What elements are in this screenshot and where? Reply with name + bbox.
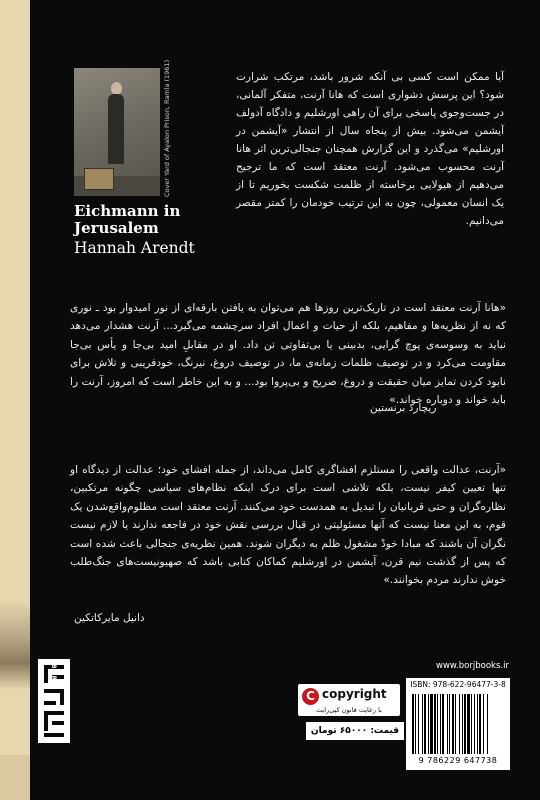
barcode-bar [430, 694, 433, 754]
barcode-bar [452, 694, 454, 754]
barcode-bar [467, 694, 470, 754]
copyright-badge [298, 684, 400, 716]
barcode-bar [487, 694, 488, 754]
spine-bottom [0, 755, 30, 800]
barcode-bar [437, 694, 438, 754]
barcode-bar [455, 694, 456, 754]
copyright-note: با رعایت قانون کپی‌رایت [316, 706, 382, 714]
barcode-bar [440, 694, 441, 754]
barcode-bar [479, 694, 481, 754]
english-author: Hannah Arendt [74, 239, 195, 257]
english-title-line1: Eichmann in [74, 202, 181, 220]
quote-bernstein-author: ریچارد برنستین [370, 402, 437, 414]
photo-caption: Cover Yard of Ayalon Prison, Ramla (1961) [163, 59, 171, 197]
photo-table [84, 168, 114, 190]
barcode-bar [459, 694, 460, 754]
barcode-bar [483, 694, 484, 754]
barcode-box [406, 678, 510, 770]
copyright-label: copyright [322, 687, 387, 701]
barcode-bar [424, 694, 426, 754]
price-box [306, 722, 404, 740]
barcode-bar [434, 694, 436, 754]
publisher-website: www.borjbooks.ir [436, 661, 509, 671]
copyright-icon: C [302, 688, 319, 705]
barcode-bar [415, 694, 416, 754]
photo-figure [108, 94, 124, 164]
barcode-bar [447, 694, 448, 754]
barcode-bar [477, 694, 478, 754]
quote-bernstein: «هانا آرنت معتقد است در تاریک‌ترین روزها هم می‌توان به یافتن بارقه‌ای از نور امیدوار بود ـ نوری که نه از نظریه‌ها و مفاهیم، بلکه از حیات و اعمال افراد سرچشمه می‌گیرد... آرنت هشدار می‌دهد نباید به وسوسه‌ی پوچ گرایی، بدبینی یا بی‌تفاوتی تن داد. او در مقابلِ امید بی‌جا و یأس بی‌جا مقاومت می‌کرد و در توصیف ظلمات زمانه‌ی ما، در توصیف دروغ، نیرنگ، خودفریبی و تلاش برای نابود کردن تمایز میان حقیقت و دروغ، صریح و بی‌پروا بود... و به این خاطر است که امروز، آرنت را باید خواند و دوباره خواند.» [70, 302, 506, 407]
barcode-bar [471, 694, 472, 754]
barcode-bar [412, 694, 414, 754]
quote-kotkin-author: دانیل مایرکاتکین [74, 612, 145, 624]
barcode-bar [449, 694, 450, 754]
cover-photo [74, 68, 160, 196]
price-text: قیمت: ۶۵۰۰۰ تومان [310, 726, 400, 736]
barcode-bar [474, 694, 475, 754]
barcode-bar [422, 694, 423, 754]
barcode-bar [428, 694, 429, 754]
barcode-bar [418, 694, 419, 754]
photo-caption-wrapper [162, 59, 172, 202]
quote-kotkin: «آرنت، عدالت واقعی را مستلزم افشاگری کامل می‌داند، از جمله افشای خود؛ عدالت از دیدگاه او تنها تعیین کیفر نیست، بلکه تلاشی است برای درک اینکه نظام‌های سیاسی چگونه مرتکبین، نظاره‌گران و حتی قربانیان را تبدیل به همدست خود می‌کنند. آرنت معتقد است مظلوم‌واقع‌شدن یک قوم، به این معنا نیست که آنها مسئولیتی در قبال بررسی نقش خود در فاجعه ندارند یا لازم نیست نگران آن باشند که مبادا خودْ مشغول ظلم به دیگران شوند. همین نظریه‌ی جنجالی باعث شده است که پس از گذشت نیم قرن، آیشمن در اورشلیم کماکان کتابی باشد که صهیونیست‌های جنگ‌طلب خوش ندارند مردم بخوانند.» [70, 464, 506, 587]
barcode-number: 9 786229 647738 [418, 756, 498, 765]
publisher-logo-text: BORJ [50, 664, 57, 685]
spine-shadow-image [0, 600, 30, 690]
barcode-bar [462, 694, 463, 754]
barcode-bar [442, 694, 444, 754]
isbn-text: ISBN: 978-622-96477-3-8 [410, 680, 506, 689]
barcode-bar [464, 694, 466, 754]
intro-paragraph: آیا ممکن است کسی بی آنکه شرور باشد، مرتکب شرارت شود؟ این پرسش دشواری است که هانا آرنت، متفکر آلمانی، در جست‌وجوی پاسخی برای آن راهی اورشلیم و دادگاه آدولف آیشمن می‌شود. بیش از پنجاه سال از انتشار «آیشمن در اورشلیم» می‌گذرد و این گزارش همچنان جنجالی‌ترین اثر هانا آرنت محسوب می‌شود. آرنت معتقد است که ما ترجیح می‌دهیم از هیولایی برخاسته از ظلمت شکست بخوریم تا از یک انسان معمولی، چون به این ترتیب خودمان را کمتر مقصر می‌دانیم. [236, 71, 504, 227]
barcode-bars [412, 694, 504, 754]
english-title-line2: Jerusalem [74, 219, 159, 237]
